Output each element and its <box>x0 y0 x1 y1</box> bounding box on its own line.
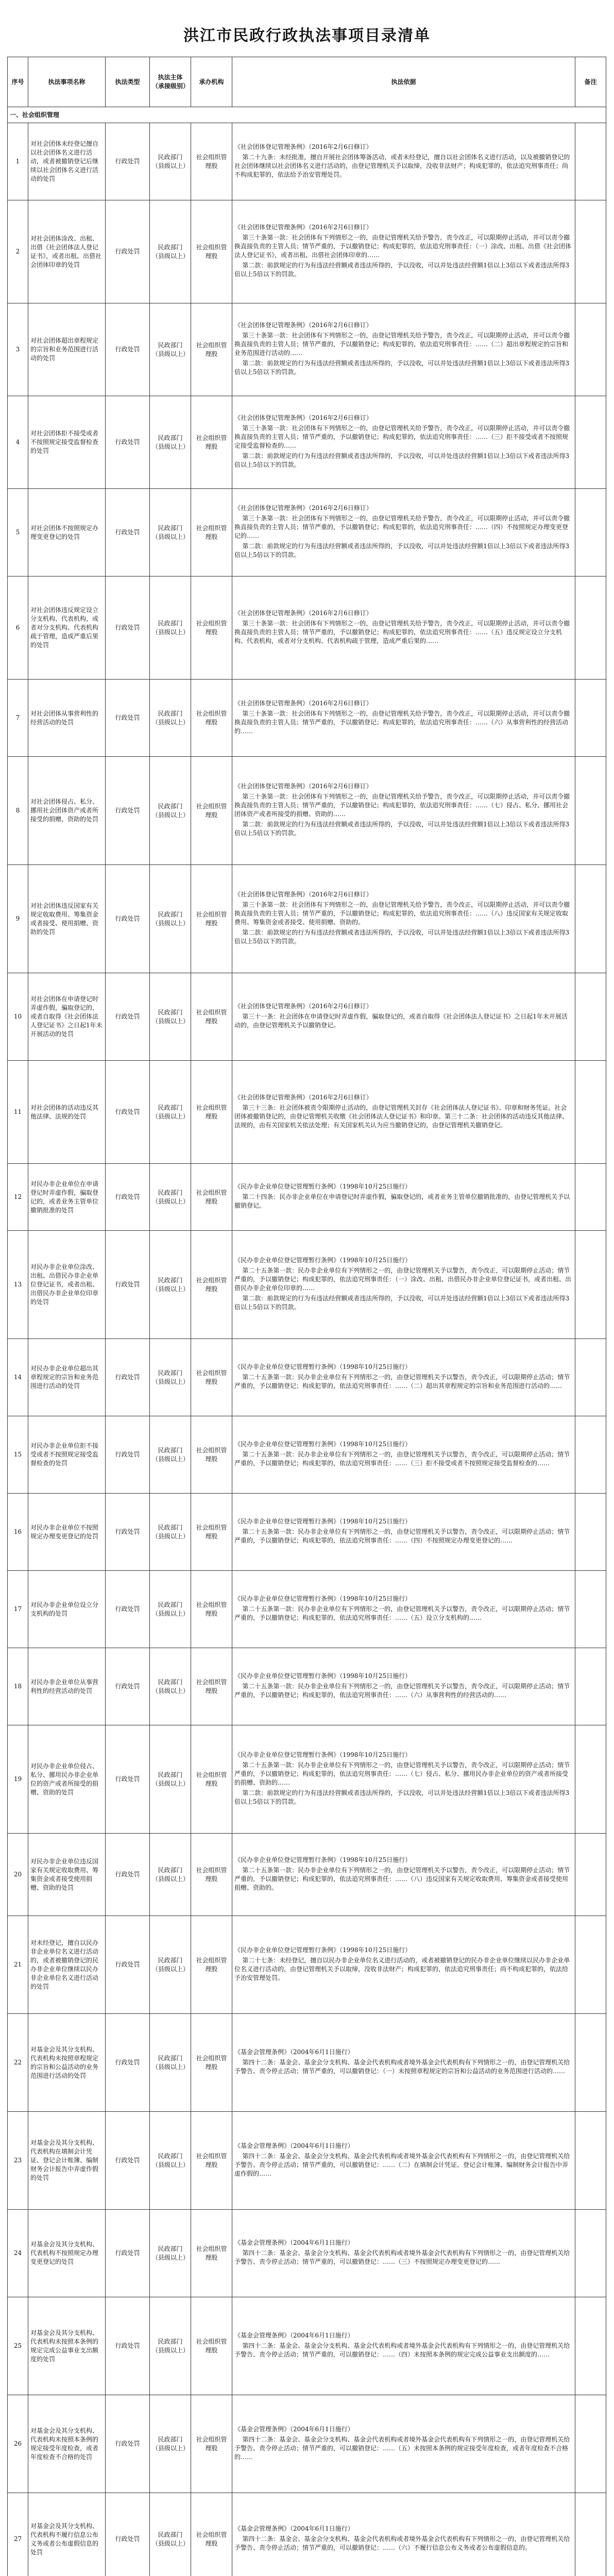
cell-body: 社会组织管理股 <box>191 1648 232 1725</box>
cell-body: 社会组织管理股 <box>191 577 232 680</box>
table-row <box>8 489 606 577</box>
table-row <box>8 396 606 489</box>
cell-basis <box>232 757 575 865</box>
basis-paragraph: 第三十一条：社会团体在申请登记时弄虚作假，骗取登记的，或者自取得《社会团体法人登记证书》之日起1年未开展活动的，由登记管理机关予以撤销登记。 <box>234 1013 568 1029</box>
cell-basis <box>232 200 575 303</box>
cell-type: 行政处罚 <box>106 973 150 1061</box>
cell-body: 社会组织管理股 <box>191 973 232 1061</box>
cell-basis <box>232 489 575 577</box>
cell-body: 社会组织管理股 <box>191 1571 232 1648</box>
cell-no: 18 <box>8 1648 28 1725</box>
cell-basis <box>232 1916 575 2014</box>
cell-note <box>575 1164 606 1231</box>
cell-subject: 民政部门（县级以上） <box>150 123 191 200</box>
basis-paragraph: 第二十七条：未经登记，擅自以民办非企业单位名义进行活动的，或者被撤销登记的民办非企业单位继续以民办非企业单位名义进行活动的，由登记管理机关予以取缔，没收非法财产；构成犯罪的，依法追究刑事责任；尚不构成犯罪的，依法给予治安管理处罚。 <box>234 1956 570 1981</box>
cell-note <box>575 396 606 489</box>
cell-name: 对社会团体的活动违反其他法律、法规的处罚 <box>28 1061 106 1164</box>
basis-paragraph: 第二十四条：民办非企业单位在申请登记时弄虚作假，骗取登记的，或者业务主管单位撤销批准的，由登记管理机关予以撤销登记。 <box>234 1193 570 1209</box>
basis-paragraph: 《基金会管理条例》（2004年6月1日施行） <box>234 2525 354 2532</box>
enforcement-list-table <box>7 57 606 2576</box>
cell-body: 社会组织管理股 <box>191 489 232 577</box>
cell-type: 行政处罚 <box>106 200 150 303</box>
cell-type: 行政处罚 <box>106 2014 150 2112</box>
basis-paragraph: 第四十二条：基金会、基金会分支机构、基金会代表机构或者境外基金会代表机构有下列情形之一的，由登记管理机关给予警告、责令停止活动；情节严重的，可以撤销登记：……（三）不按照规定办理变更登记的…… <box>234 2249 570 2265</box>
basis-paragraph: 第四十二条：基金会、基金会分支机构、基金会代表机构或者境外基金会代表机构有下列情形之一的，由登记管理机关给予警告、责令停止活动；情节严重的，可以撤销登记：……（五）未按照本条例的规定接受年度检查，或者年度检查不合格的…… <box>234 2435 570 2461</box>
cell-basis <box>232 1416 575 1494</box>
section-title: 一、社会组织管理 <box>8 107 606 123</box>
cell-subject: 民政部门（县级以上） <box>150 1339 191 1416</box>
cell-subject: 民政部门（县级以上） <box>150 489 191 577</box>
basis-paragraph: 《民办非企业单位登记管理暂行条例》（1998年10月25日施行） <box>234 1856 412 1863</box>
cell-body: 社会组织管理股 <box>191 1164 232 1231</box>
table-row <box>8 1916 606 2014</box>
cell-type: 行政处罚 <box>106 680 150 757</box>
cell-type: 行政处罚 <box>106 2210 150 2297</box>
cell-subject: 民政部门（县级以上） <box>150 200 191 303</box>
table-row <box>8 123 606 200</box>
basis-paragraph: 第四十二条：基金会、基金会分支机构、基金会代表机构或者境外基金会代表机构有下列情形之一的，由登记管理机关给予警告、责令停止活动；情节严重的，可以撤销登记：（一）未按照章程规定的宗旨和公益活动的业务范围进行活动的…… <box>234 2059 570 2075</box>
cell-name: 对社会团体侵占、私分、挪用社会团体资产或者所接受的捐赠、资助的处罚 <box>28 757 106 865</box>
cell-no: 15 <box>8 1416 28 1494</box>
basis-paragraph: 《民办非企业单位登记管理暂行条例》（1998年10月25日施行） <box>234 1183 412 1190</box>
cell-name: 对基金会及其分支机构、代表机构不按照规定办理变更登记的处罚 <box>28 2210 106 2297</box>
cell-name: 对基金会及其分支机构、代表机构未按照章程规定的宗旨和公益活动的业务范围进行活动的处罚 <box>28 2014 106 2112</box>
header-no: 序号 <box>8 57 28 107</box>
cell-basis <box>232 303 575 396</box>
cell-no: 3 <box>8 303 28 396</box>
basis-paragraph: 《基金会管理条例》（2004年6月1日施行） <box>234 2425 354 2433</box>
cell-no: 7 <box>8 680 28 757</box>
basis-paragraph: 《社会团体登记管理条例》（2016年2月6日修订） <box>234 1003 372 1010</box>
section-row <box>8 107 606 123</box>
table-row <box>8 2112 606 2210</box>
basis-paragraph: 《基金会管理条例》（2004年6月1日施行） <box>234 2048 354 2056</box>
table-row <box>8 973 606 1061</box>
cell-basis <box>232 1725 575 1834</box>
basis-paragraph: 第二款：前款规定的行为有违法经营额或者违法所得的，予以没收，可以并处违法经营额1倍以上3倍以下或者违法所得3倍以上5倍以下的罚款。 <box>234 1295 570 1311</box>
cell-note <box>575 123 606 200</box>
cell-subject: 民政部门（县级以上） <box>150 2297 191 2395</box>
cell-subject: 民政部门（县级以上） <box>150 680 191 757</box>
cell-no: 9 <box>8 865 28 973</box>
table-row <box>8 577 606 680</box>
table-row <box>8 2210 606 2297</box>
table-row <box>8 2493 606 2576</box>
cell-subject: 民政部门（县级以上） <box>150 973 191 1061</box>
cell-subject: 民政部门（县级以上） <box>150 2493 191 2576</box>
cell-type: 行政处罚 <box>106 1648 150 1725</box>
table-row <box>8 1725 606 1834</box>
cell-subject: 民政部门（县级以上） <box>150 2395 191 2493</box>
cell-basis <box>232 680 575 757</box>
cell-name: 对基金会及其分支机构、代表机构未按照本条例的规定接受年度检查，或者年度检查不合格的处罚 <box>28 2395 106 2493</box>
cell-type: 行政处罚 <box>106 123 150 200</box>
cell-name: 对民办非企业单位超出其章程规定的宗旨和业务范围进行活动的处罚 <box>28 1339 106 1416</box>
cell-body: 社会组织管理股 <box>191 2395 232 2493</box>
cell-name: 对民办非企业单位涂改、出租、出借民办非企业单位登记证书，或者出租、出借民办非企业单位印章的处罚 <box>28 1231 106 1339</box>
basis-paragraph: 第二十九条：未经批准，擅自开展社会团体筹备活动，或者未经登记，擅自以社会团体名义进行活动，以及被撤销登记的社会团体继续以社会团体名义进行活动的，由登记管理机关予以取缔，没收非法财产；构成犯罪的，依法追究刑事责任；尚不构成犯罪的，依法给予治安管理处罚。 <box>234 153 570 178</box>
cell-no: 2 <box>8 200 28 303</box>
cell-body: 社会组织管理股 <box>191 865 232 973</box>
table-row <box>8 303 606 396</box>
basis-paragraph: 《民办非企业单位登记管理暂行条例》（1998年10月25日施行） <box>234 1595 412 1602</box>
cell-basis <box>232 1061 575 1164</box>
table-row <box>8 757 606 865</box>
cell-name: 对基金会及其分支机构、代表机构未按照本条例的规定完成公益事业支出额度的处罚 <box>28 2297 106 2395</box>
cell-name: 对基金会及其分支机构、代表机构不履行信息公布义务或者公布虚假信息的处罚 <box>28 2493 106 2576</box>
cell-note <box>575 1834 606 1916</box>
cell-basis <box>232 1164 575 1231</box>
cell-type: 行政处罚 <box>106 1339 150 1416</box>
cell-no: 17 <box>8 1571 28 1648</box>
cell-subject: 民政部门（县级以上） <box>150 396 191 489</box>
cell-body: 社会组织管理股 <box>191 396 232 489</box>
basis-paragraph: 第二十五条第一款：民办非企业单位有下列情形之一的，由登记管理机关予以警告，责令改正，可以限期停止活动；情节严重的，予以撤销登记；构成犯罪的，依法追究刑事责任：……（四）不按照规定办理变更登记的…… <box>234 1528 570 1544</box>
cell-no: 21 <box>8 1916 28 2014</box>
cell-basis <box>232 1648 575 1725</box>
header-basis: 执法依据 <box>232 57 575 107</box>
table-row <box>8 1834 606 1916</box>
cell-name: 对民办非企业单位在申请登记时弄虚作假，骗取登记的，或者业务主管单位撤销批准的处罚 <box>28 1164 106 1231</box>
cell-body: 社会组织管理股 <box>191 2493 232 2576</box>
cell-no: 14 <box>8 1339 28 1416</box>
table-header-row <box>8 57 606 107</box>
cell-name: 对社会团体从事营利性的经营活动的处罚 <box>28 680 106 757</box>
basis-paragraph: 《民办非企业单位登记管理暂行条例》（1998年10月25日施行） <box>234 1363 412 1370</box>
cell-body: 社会组织管理股 <box>191 1494 232 1571</box>
cell-body: 社会组织管理股 <box>191 1834 232 1916</box>
cell-type: 行政处罚 <box>106 757 150 865</box>
cell-type: 行政处罚 <box>106 577 150 680</box>
cell-no: 12 <box>8 1164 28 1231</box>
basis-paragraph: 《社会团体登记管理条例》（2016年2月6日修订） <box>234 414 372 421</box>
cell-subject: 民政部门（县级以上） <box>150 1571 191 1648</box>
basis-paragraph: 第二十五条第一款：民办非企业单位有下列情形之一的，由登记管理机关予以警告，责令改正，可以限期停止活动；情节严重的，予以撤销登记；构成犯罪的，依法追究刑事责任：（一）涂改、出租、出借民办非企业单位登记证书，或者出租、出借民办非企业单位印章的…… <box>234 1267 572 1292</box>
basis-paragraph: 第二款：前款规定的行为有违法经营额或者违法所得的，予以没收，可以并处违法经营额1倍以上3倍以下或者违法所得3倍以上5倍以下的罚款。 <box>234 1789 570 1805</box>
cell-note <box>575 1339 606 1416</box>
cell-name: 对民办非企业单位设立分支机构的处罚 <box>28 1571 106 1648</box>
basis-paragraph: 第二十五条第一款：民办非企业单位有下列情形之一的，由登记管理机关予以警告，责令改正，可以限期停止活动；情节严重的，予以撤销登记；构成犯罪的，依法追究刑事责任：……（八）违反国家有关规定收取费用、筹集资金或者接受使用捐赠、资助的。 <box>234 1866 570 1891</box>
cell-note <box>575 1061 606 1164</box>
table-row <box>8 1061 606 1164</box>
cell-no: 10 <box>8 973 28 1061</box>
cell-subject: 民政部门（县级以上） <box>150 1164 191 1231</box>
cell-body: 社会组织管理股 <box>191 200 232 303</box>
cell-name: 对社会团体拒不接受或者不按照规定接受监督检查的处罚 <box>28 396 106 489</box>
cell-basis <box>232 1834 575 1916</box>
basis-paragraph: 第四十二条：基金会、基金会分支机构、基金会代表机构或者境外基金会代表机构有下列情形之一的，由登记管理机关给予警告、责令停止活动；情节严重的，可以撤销登记：……（六）不履行信息公布义务或者公布虚假信息的。 <box>234 2535 570 2551</box>
header-type: 执法类型 <box>106 57 150 107</box>
cell-note <box>575 2395 606 2493</box>
cell-basis <box>232 2493 575 2576</box>
cell-name: 对社会团体涂改、出租、出借《社会团体法人登记证书》，或者出租、出借社会团体印章的处罚 <box>28 200 106 303</box>
basis-paragraph: 第三十条第一款：社会团体有下列情形之一的，由登记管理机关给予警告，责令改正，可以限期停止活动，并可以责令撤换直接负责的主管人员；情节严重的，予以撤销登记；构成犯罪的，依法追究刑事责任：……（八）违反国家有关规定收取费用、筹集资金或者接受、使用捐赠、资助的。 <box>234 901 570 926</box>
cell-note <box>575 1916 606 2014</box>
cell-subject: 民政部门（县级以上） <box>150 1061 191 1164</box>
table-row <box>8 2297 606 2395</box>
basis-paragraph: 《民办非企业单位登记管理暂行条例》（1998年10月25日施行） <box>234 1257 412 1264</box>
basis-paragraph: 第二款：前款规定的行为有违法经营额或者违法所得的，予以没收，可以并处违法经营额1倍以上3倍以下或者违法所得3倍以上5倍以下的罚款。 <box>234 360 570 376</box>
cell-note <box>575 2014 606 2112</box>
cell-type: 行政处罚 <box>106 1164 150 1231</box>
cell-subject: 民政部门（县级以上） <box>150 2014 191 2112</box>
basis-paragraph: 《社会团体登记管理条例》（2016年2月6日修订） <box>234 321 372 329</box>
cell-note <box>575 577 606 680</box>
cell-basis <box>232 396 575 489</box>
cell-subject: 民政部门（县级以上） <box>150 1725 191 1834</box>
cell-body: 社会组织管理股 <box>191 1061 232 1164</box>
cell-body: 社会组织管理股 <box>191 303 232 396</box>
basis-paragraph: 第二十五条第一款：民办非企业单位有下列情形之一的，由登记管理机关予以警告，责令改正，可以限期停止活动；情节严重的，予以撤销登记；构成犯罪的，依法追究刑事责任：……（二）超出其章程规定的宗旨和业务范围进行活动的…… <box>234 1374 570 1389</box>
cell-note <box>575 303 606 396</box>
cell-name: 对社会团体未经登记擅自以社会团体名义进行活动，或者被撤销登记后继续以社会团体名义进行活动的处罚 <box>28 123 106 200</box>
basis-paragraph: 第二十五条第一款：民办非企业单位有下列情形之一的，由登记管理机关予以警告，责令改正，可以限期停止活动；情节严重的，予以撤销登记；构成犯罪的，依法追究刑事责任：……（六）从事营利性的经营活动的…… <box>234 1683 570 1699</box>
cell-name: 对民办非企业单位从事营利性的经营活动的处罚 <box>28 1648 106 1725</box>
table-row <box>8 1416 606 1494</box>
cell-no: 23 <box>8 2112 28 2210</box>
cell-subject: 民政部门（县级以上） <box>150 1231 191 1339</box>
table-row <box>8 1648 606 1725</box>
basis-paragraph: 《社会团体登记管理条例》（2016年2月6日修订） <box>234 783 372 790</box>
cell-name: 对民办非企业单位拒不接受或者不按照规定接受监督检查的处罚 <box>28 1416 106 1494</box>
table-body <box>8 107 606 2576</box>
cell-subject: 民政部门（县级以上） <box>150 1916 191 2014</box>
cell-subject: 民政部门（县级以上） <box>150 865 191 973</box>
cell-basis <box>232 1571 575 1648</box>
cell-body: 社会组织管理股 <box>191 1416 232 1494</box>
cell-basis <box>232 2014 575 2112</box>
cell-note <box>575 200 606 303</box>
cell-no: 22 <box>8 2014 28 2112</box>
header-body: 承办机构 <box>191 57 232 107</box>
table-row <box>8 680 606 757</box>
cell-note <box>575 680 606 757</box>
cell-no: 4 <box>8 396 28 489</box>
table-row <box>8 1571 606 1648</box>
basis-paragraph: 第二款：前款规定的行为有违法经营额或者违法所得的，予以没收，可以并处违法经营额1倍以上3倍以下或者违法所得3倍以上5倍以下的罚款。 <box>234 929 570 945</box>
cell-type: 行政处罚 <box>106 1494 150 1571</box>
basis-paragraph: 第三十条第一款：社会团体有下列情形之一的，由登记管理机关给予警告，责令改正，可以限期停止活动，并可以责令撤换直接负责的主管人员；情节严重的，予以撤销登记；构成犯罪的，依法追究刑事责任：……（七）侵占、私分、挪用社会团体资产或者所接受的捐赠、资助的…… <box>234 793 570 818</box>
basis-paragraph: 《民办非企业单位登记管理暂行条例》（1998年10月25日施行） <box>234 1518 412 1525</box>
cell-note <box>575 2493 606 2576</box>
table-row <box>8 865 606 973</box>
basis-paragraph: 《社会团体登记管理条例》（2016年2月6日修订） <box>234 504 372 512</box>
table-row <box>8 1164 606 1231</box>
cell-type: 行政处罚 <box>106 1725 150 1834</box>
header-subject: 执法主体（承接级别） <box>150 57 191 107</box>
basis-paragraph: 第三十条第一款：社会团体有下列情形之一的，由登记管理机关给予警告，责令改正，可以限期停止活动，并可以责令撤换直接负责的主管人员；情节严重的，予以撤销登记；构成犯罪的，依法追究刑事责任：……（四）不按照规定办理变更登记的…… <box>234 515 570 539</box>
cell-basis <box>232 865 575 973</box>
cell-no: 16 <box>8 1494 28 1571</box>
header-note: 备注 <box>575 57 606 107</box>
cell-basis <box>232 577 575 680</box>
cell-type: 行政处罚 <box>106 2493 150 2576</box>
cell-body: 社会组织管理股 <box>191 2210 232 2297</box>
cell-name: 对民办非企业单位违反国家有关规定收取费用、筹集资金或者接受使用捐赠、资助的处罚 <box>28 1834 106 1916</box>
basis-paragraph: 第二款：前款规定的行为有违法经营额或者违法所得的，予以没收，可以并处违法经营额1倍以上3倍以下或者违法所得3倍以上5倍以下的罚款。 <box>234 262 570 278</box>
cell-body: 社会组织管理股 <box>191 757 232 865</box>
cell-basis <box>232 973 575 1061</box>
table-row <box>8 2395 606 2493</box>
basis-paragraph: 《民办非企业单位登记管理暂行条例》（1998年10月25日施行） <box>234 1672 412 1680</box>
cell-note <box>575 1494 606 1571</box>
cell-subject: 民政部门（县级以上） <box>150 2210 191 2297</box>
basis-paragraph: 第三十条第一款：社会团体有下列情形之一的，由登记管理机关给予警告，责令改正，可以限期停止活动，并可以责令撤换直接负责的主管人员；情节严重的，予以撤销登记；构成犯罪的，依法追究刑事责任：（一）涂改、出租、出借《社会团体法人登记证书》，或者出租、出借社会团体印章的…… <box>234 234 572 259</box>
basis-paragraph: 《社会团体登记管理条例》（2016年2月6日修订） <box>234 609 372 617</box>
cell-no: 20 <box>8 1834 28 1916</box>
cell-type: 行政处罚 <box>106 1834 150 1916</box>
cell-note <box>575 1416 606 1494</box>
cell-no: 6 <box>8 577 28 680</box>
document-title: 洪江市民政行政执法事项目录清单 <box>183 27 431 45</box>
cell-no: 25 <box>8 2297 28 2395</box>
cell-no: 5 <box>8 489 28 577</box>
basis-paragraph: 第三十条第一款：社会团体有下列情形之一的，由登记管理机关给予警告，责令改正，可以限期停止活动，并可以责令撤换直接负责的主管人员；情节严重的，予以撤销登记；构成犯罪的，依法追究刑事责任：……（五）违反规定设立分支机构、代表机构，或者对分支机构、代表机构疏于管理，造成严重后果的…… <box>234 619 570 645</box>
cell-no: 1 <box>8 123 28 200</box>
basis-paragraph: 第二十五条第一款：民办非企业单位有下列情形之一的，由登记管理机关予以警告，责令改正，可以限期停止活动；情节严重的，予以撤销登记；构成犯罪的，依法追究刑事责任：……（七）侵占、私分、挪用民办非企业单位的资产或者所接受的捐赠、资助的…… <box>234 1761 570 1786</box>
cell-note <box>575 489 606 577</box>
cell-note <box>575 757 606 865</box>
cell-name: 对社会团体不按照规定办理变更登记的处罚 <box>28 489 106 577</box>
basis-paragraph: 《基金会管理条例》（2004年6月1日施行） <box>234 2142 354 2149</box>
cell-type: 行政处罚 <box>106 1416 150 1494</box>
cell-subject: 民政部门（县级以上） <box>150 303 191 396</box>
cell-basis <box>232 123 575 200</box>
cell-type: 行政处罚 <box>106 1061 150 1164</box>
basis-paragraph: 第四十二条：基金会、基金会分支机构、基金会代表机构或者境外基金会代表机构有下列情形之一的，由登记管理机关给予警告、责令停止活动；情节严重的，可以撤销登记：……（四）未按照本条例的规定完成公益事业支出额度的…… <box>234 2342 570 2358</box>
basis-paragraph: 第二款：前款规定的行为有违法经营额或者违法所得的，予以没收，可以并处违法经营额1倍以上3倍以下或者违法所得3倍以上5倍以下的罚款。 <box>234 821 570 837</box>
table-row <box>8 200 606 303</box>
cell-body: 社会组织管理股 <box>191 1916 232 2014</box>
basis-paragraph: 《基金会管理条例》（2004年6月1日施行） <box>234 2332 354 2339</box>
cell-type: 行政处罚 <box>106 1916 150 2014</box>
cell-note <box>575 1231 606 1339</box>
basis-paragraph: 第三十三条：社会团体被责令限期停止活动的，由登记管理机关封存《社会团体法人登记证书》、印章和财务凭证。社会团体被撤销登记的，由登记管理机关收缴《社会团体法人登记证书》和印章。第三十二条：社会团体的活动违反其他法律、法规的，由有关国家机关依法处理；有关国家机关认为应当撤销登记的，由登记管理机关撤销登记。 <box>234 1104 569 1129</box>
cell-basis <box>232 2112 575 2210</box>
table-row <box>8 2014 606 2112</box>
cell-note <box>575 1571 606 1648</box>
basis-paragraph: 《基金会管理条例》（2004年6月1日施行） <box>234 2239 354 2246</box>
cell-type: 行政处罚 <box>106 2297 150 2395</box>
cell-type: 行政处罚 <box>106 865 150 973</box>
basis-paragraph: 《社会团体登记管理条例》（2016年2月6日修订） <box>234 1093 372 1101</box>
cell-type: 行政处罚 <box>106 2112 150 2210</box>
cell-body: 社会组织管理股 <box>191 1725 232 1834</box>
basis-paragraph: 第三十条第一款：社会团体有下列情形之一的，由登记管理机关给予警告，责令改正，可以限期停止活动，并可以责令撤换直接负责的主管人员；情节严重的，予以撤销登记；构成犯罪的，依法追究刑事责任：……（六）从事营利性的经营活动的…… <box>234 709 570 735</box>
cell-body: 社会组织管理股 <box>191 1231 232 1339</box>
cell-type: 行政处罚 <box>106 396 150 489</box>
cell-body: 社会组织管理股 <box>191 680 232 757</box>
cell-name: 对社会团体在申请登记时弄虚作假，骗取登记的，或者自取得《社会团体法人登记证书》之日起1年未开展活动的处罚 <box>28 973 106 1061</box>
cell-name: 对社会团体违反规定设立分支机构、代表机构，或者对分支机构、代表机构疏于管理，造成严重后果的处罚 <box>28 577 106 680</box>
cell-note <box>575 2297 606 2395</box>
cell-subject: 民政部门（县级以上） <box>150 1416 191 1494</box>
cell-name: 对社会团体违反国家有关规定收取费用、筹集资金或者接受、使用捐赠、资助的处罚 <box>28 865 106 973</box>
table-row <box>8 1339 606 1416</box>
basis-paragraph: 《社会团体登记管理条例》（2016年2月6日修订） <box>234 224 372 231</box>
cell-body: 社会组织管理股 <box>191 1339 232 1416</box>
cell-note <box>575 2210 606 2297</box>
cell-no: 19 <box>8 1725 28 1834</box>
cell-body: 社会组织管理股 <box>191 123 232 200</box>
cell-name: 对民办非企业单位不按照规定办理变更登记的处罚 <box>28 1494 106 1571</box>
cell-note <box>575 2112 606 2210</box>
cell-basis <box>232 2395 575 2493</box>
cell-subject: 民政部门（县级以上） <box>150 1834 191 1916</box>
cell-subject: 民政部门（县级以上） <box>150 757 191 865</box>
cell-type: 行政处罚 <box>106 489 150 577</box>
cell-name: 对社会团体超出章程规定的宗旨和业务范围进行活动的处罚 <box>28 303 106 396</box>
cell-basis <box>232 2210 575 2297</box>
basis-paragraph: 《民办非企业单位登记管理暂行条例》（1998年10月25日施行） <box>234 1751 412 1758</box>
cell-no: 8 <box>8 757 28 865</box>
cell-basis <box>232 2297 575 2395</box>
cell-basis <box>232 1494 575 1571</box>
cell-no: 26 <box>8 2395 28 2493</box>
cell-basis <box>232 1231 575 1339</box>
header-name: 执法事项名称 <box>28 57 106 107</box>
cell-no: 27 <box>8 2493 28 2576</box>
cell-name: 对民办非企业单位侵占、私分、挪用民办非企业单位的资产或者所接受的捐赠、资助的处罚 <box>28 1725 106 1834</box>
basis-paragraph: 《民办非企业单位登记管理暂行条例》（1998年10月25日施行） <box>234 1440 412 1448</box>
cell-body: 社会组织管理股 <box>191 2112 232 2210</box>
cell-type: 行政处罚 <box>106 303 150 396</box>
cell-subject: 民政部门（县级以上） <box>150 577 191 680</box>
cell-note <box>575 973 606 1061</box>
cell-no: 13 <box>8 1231 28 1339</box>
basis-paragraph: 第二十五条第一款：民办非企业单位有下列情形之一的，由登记管理机关予以警告，责令改正，可以限期停止活动；情节严重的，予以撤销登记；构成犯罪的，依法追究刑事责任：……（三）拒不接受或者不按照规定接受监督检查的…… <box>234 1451 570 1467</box>
basis-paragraph: 《民办非企业单位登记管理暂行条例》（1998年10月25日施行） <box>234 1946 412 1954</box>
cell-no: 24 <box>8 2210 28 2297</box>
cell-body: 社会组织管理股 <box>191 2014 232 2112</box>
basis-paragraph: 第三十条第一款：社会团体有下列情形之一的，由登记管理机关给予警告，责令改正，可以限期停止活动，并可以责令撤换直接负责的主管人员；情节严重的，予以撤销登记；构成犯罪的，依法追究刑事责任：……（三）拒不接受或者不按照规定接受监督检查的…… <box>234 425 570 449</box>
cell-note <box>575 1648 606 1725</box>
cell-name: 对基金会及其分支机构、代表机构在填制会计凭证、登记会计账簿、编制财务会计报告中弄虚作假的处罚 <box>28 2112 106 2210</box>
cell-type: 行政处罚 <box>106 1231 150 1339</box>
table-row <box>8 1231 606 1339</box>
basis-paragraph: 第二十五条第一款：民办非企业单位有下列情形之一的，由登记管理机关予以警告，责令改正，可以限期停止活动；情节严重的，予以撤销登记；构成犯罪的，依法追究刑事责任：……（五）设立分支机构的…… <box>234 1605 570 1621</box>
cell-subject: 民政部门（县级以上） <box>150 2112 191 2210</box>
basis-paragraph: 第三十条第一款：社会团体有下列情形之一的，由登记管理机关给予警告，责令改正，可以限期停止活动，并可以责令撤换直接负责的主管人员；情节严重的，予以撤销登记；构成犯罪的，依法追究刑事责任：……（二）超出章程规定的宗旨和业务范围进行活动的…… <box>234 332 570 357</box>
basis-paragraph: 第四十二条：基金会、基金会分支机构、基金会代表机构或者境外基金会代表机构有下列情形之一的，由登记管理机关给予警告、责令停止活动；情节严重的，可以撤销登记：……（二）在填制会计凭证、登记会计账簿、编制财务会计报告中弄虚作假的…… <box>234 2152 570 2177</box>
basis-paragraph: 第二款：前款规定的行为有违法经营额或者违法所得的，予以没收，可以并处违法经营额1倍以上3倍以下或者违法所得3倍以上5倍以下的罚款。 <box>234 452 570 468</box>
cell-type: 行政处罚 <box>106 1571 150 1648</box>
basis-paragraph: 第二款：前款规定的行为有违法经营额或者违法所得的，予以没收，可以并处违法经营额1倍以上3倍以下或者违法所得3倍以上5倍以下的罚款。 <box>234 543 570 558</box>
cell-basis <box>232 1339 575 1416</box>
basis-paragraph: 《社会团体登记管理条例》（2016年2月6日修订） <box>234 699 372 707</box>
table-row <box>8 1494 606 1571</box>
cell-name: 对未经登记，擅自以民办非企业单位名义进行活动的，或者被撤销登记的民办非企业单位继续以民办非企业单位名义进行活动的处罚 <box>28 1916 106 2014</box>
basis-paragraph: 《社会团体登记管理条例》（2016年2月6日修订） <box>234 143 372 150</box>
cell-note <box>575 865 606 973</box>
cell-no: 11 <box>8 1061 28 1164</box>
cell-body: 社会组织管理股 <box>191 2297 232 2395</box>
cell-type: 行政处罚 <box>106 2395 150 2493</box>
cell-note <box>575 1725 606 1834</box>
cell-subject: 民政部门（县级以上） <box>150 1494 191 1571</box>
cell-subject: 民政部门（县级以上） <box>150 1648 191 1725</box>
basis-paragraph: 《社会团体登记管理条例》（2016年2月6日修订） <box>234 891 372 898</box>
